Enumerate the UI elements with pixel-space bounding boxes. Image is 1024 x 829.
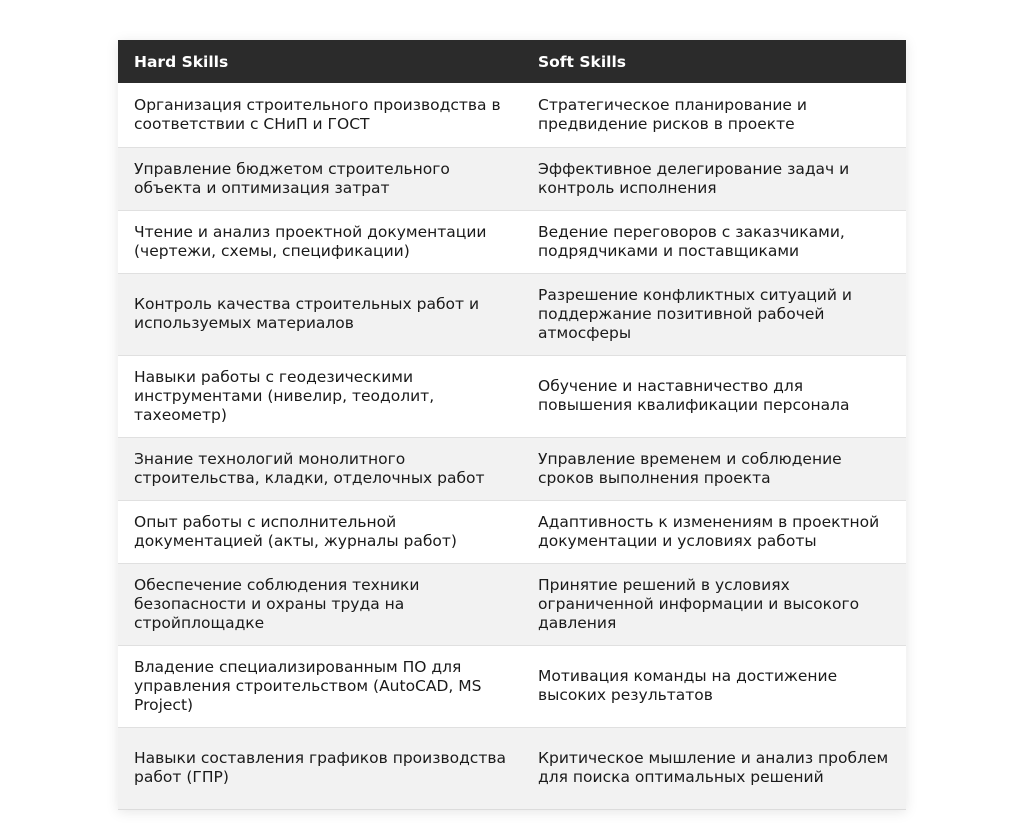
- header-hard-skills: Hard Skills: [118, 40, 522, 83]
- table-row: [118, 273, 906, 355]
- soft-skill-cell: Ведение переговоров с заказчиками, подрядчиками и поставщиками: [522, 210, 906, 273]
- table-header-row: [118, 40, 906, 83]
- soft-skill-cell: Адаптивность к изменениям в проектной документации и условиях работы: [522, 500, 906, 563]
- hard-skill-cell: Организация строительного производства в соответствии с СНиП и ГОСТ: [118, 83, 522, 147]
- soft-skill-cell: Мотивация команды на достижение высоких результатов: [522, 645, 906, 727]
- skills-table-container: [118, 40, 906, 810]
- table-row: [118, 83, 906, 147]
- soft-skill-cell: Стратегическое планирование и предвидение рисков в проекте: [522, 83, 906, 147]
- soft-skill-cell: Управление временем и соблюдение сроков выполнения проекта: [522, 437, 906, 500]
- hard-skill-cell: Контроль качества строительных работ и используемых материалов: [118, 273, 522, 355]
- hard-skill-cell: Навыки работы с геодезическими инструментами (нивелир, теодолит, тахеометр): [118, 355, 522, 437]
- table-row: [118, 645, 906, 727]
- table-row: [118, 563, 906, 645]
- table-row: [118, 500, 906, 563]
- hard-skill-cell: Чтение и анализ проектной документации (чертежи, схемы, спецификации): [118, 210, 522, 273]
- hard-skill-cell: Владение специализированным ПО для управления строительством (AutoCAD, MS Project): [118, 645, 522, 727]
- table-row: [118, 147, 906, 210]
- table-row: [118, 437, 906, 500]
- hard-skill-cell: Знание технологий монолитного строительства, кладки, отделочных работ: [118, 437, 522, 500]
- soft-skill-cell: Обучение и наставничество для повышения квалификации персонала: [522, 355, 906, 437]
- header-soft-skills: Soft Skills: [522, 40, 906, 83]
- soft-skill-cell: Эффективное делегирование задач и контроль исполнения: [522, 147, 906, 210]
- table-row: [118, 355, 906, 437]
- hard-skill-cell: Управление бюджетом строительного объекта и оптимизация затрат: [118, 147, 522, 210]
- hard-skill-cell: Навыки составления графиков производства работ (ГПР): [118, 727, 522, 809]
- skills-table: [118, 40, 906, 810]
- soft-skill-cell: Критическое мышление и анализ проблем для поиска оптимальных решений: [522, 727, 906, 809]
- hard-skill-cell: Обеспечение соблюдения техники безопасности и охраны труда на стройплощадке: [118, 563, 522, 645]
- soft-skill-cell: Разрешение конфликтных ситуаций и поддержание позитивной рабочей атмосферы: [522, 273, 906, 355]
- table-row: [118, 727, 906, 809]
- table-row: [118, 210, 906, 273]
- soft-skill-cell: Принятие решений в условиях ограниченной информации и высокого давления: [522, 563, 906, 645]
- hard-skill-cell: Опыт работы с исполнительной документацией (акты, журналы работ): [118, 500, 522, 563]
